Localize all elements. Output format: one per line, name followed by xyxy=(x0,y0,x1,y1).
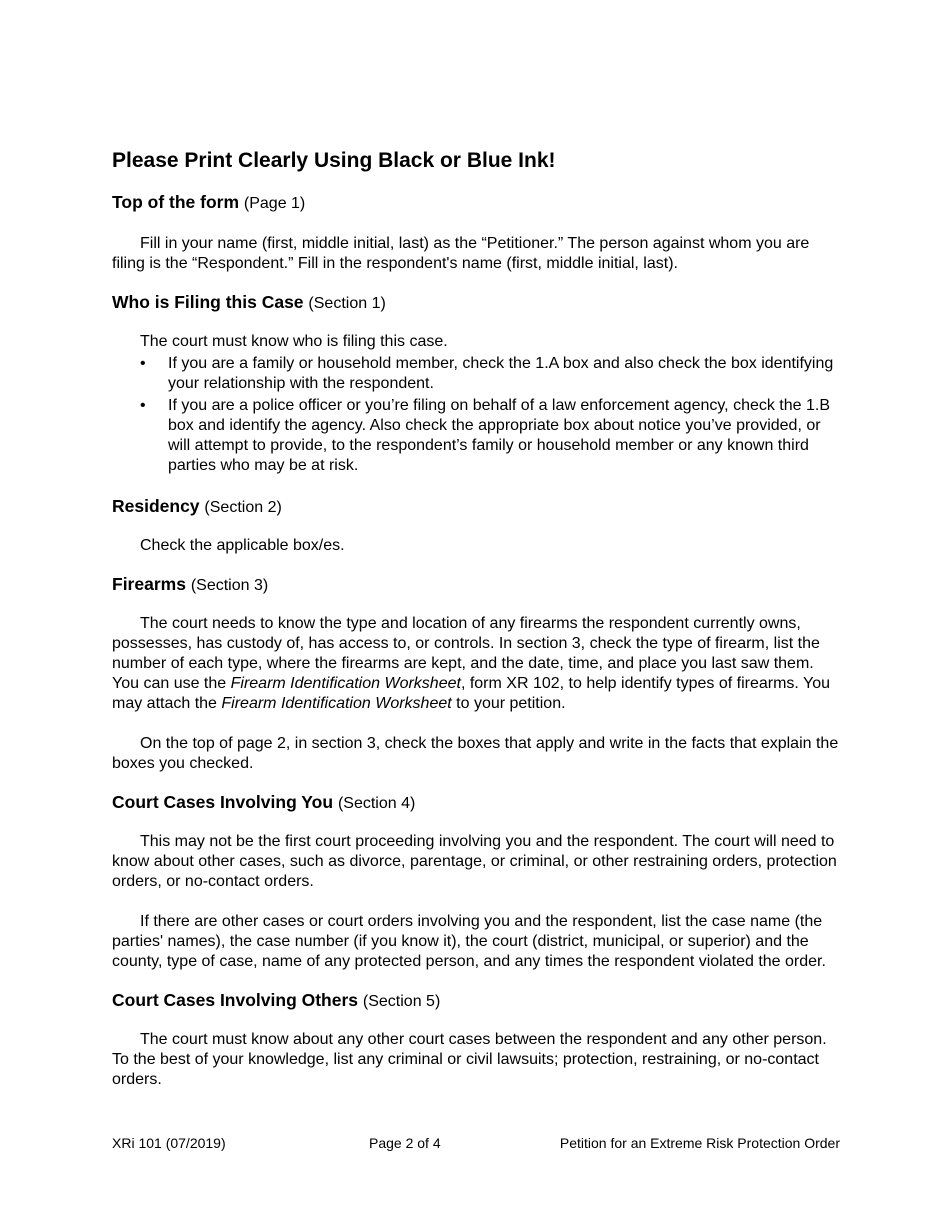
paragraph-top-of-form: Fill in your name (first, middle initial, last) as the “Petitioner.” The person against whom you are filing is the “Respondent.” Fill in the respondent's name (first, middle initial, last). xyxy=(112,235,810,272)
list-item-text: If you are a police officer or you’re filing on behalf of a law enforcement agency, check the 1.B box and identify the agency. Also check the appropriate box about notice you’ve provided, or will attempt to provide, to the respondent’s family or household member or any known third parties who may be at risk. xyxy=(168,397,831,474)
text-run-italic: Firearm Identification Worksheet xyxy=(230,675,461,692)
text-run: The court needs to know the type and location of any firearms the respondent currently owns, possesses, has custody of, has access to, or controls. In section 3, check the type of firearm, list the number of each type, where the firearms are kept, and the date, time, and place you last saw them. You can use the xyxy=(112,615,820,692)
list-item xyxy=(112,354,840,394)
heading-subtext: (Section 5) xyxy=(362,993,441,1010)
bullet-icon: • xyxy=(140,355,146,372)
text-run: , form XR 102, to help identify types of firearms. You may attach the xyxy=(112,675,831,712)
paragraph-court-cases-you-2: If there are other cases or court orders involving you and the respondent, list the case name (the parties' names), the case number (if you know it), the court (district, municipal, or superior) and the county, type of case, name of any protected person, and any times the respondent violated the order. xyxy=(112,913,826,970)
heading-subtext: (Page 1) xyxy=(243,195,306,212)
section-heading-firearms xyxy=(112,572,840,598)
footer-page-number: Page 2 of 4 xyxy=(369,1135,441,1151)
paragraph-firearms-1 xyxy=(112,614,840,714)
paragraph-who-intro: The court must know who is filing this case. xyxy=(140,333,448,350)
heading-subtext: (Section 2) xyxy=(204,499,282,516)
section-heading-court-cases-others xyxy=(112,988,840,1014)
heading-text: Firearms xyxy=(112,574,186,594)
heading-text: Top of the form xyxy=(112,192,240,212)
bullet-icon: • xyxy=(140,397,146,414)
section-heading-top-of-form xyxy=(112,190,840,216)
heading-subtext: (Section 4) xyxy=(337,795,416,812)
heading-subtext: (Section 3) xyxy=(190,577,269,594)
section-heading-residency xyxy=(112,494,840,520)
footer-form-title: Petition for an Extreme Risk Protection Order xyxy=(559,1135,840,1151)
heading-text: Court Cases Involving Others xyxy=(112,990,359,1010)
list-item-text: If you are a family or household member, check the 1.A box and also check the box identifying your relationship with the respondent. xyxy=(168,355,834,392)
section-heading-who-is-filing xyxy=(112,290,840,316)
list-item xyxy=(112,396,840,476)
text-run: to your petition. xyxy=(451,695,566,712)
heading-text: Court Cases Involving You xyxy=(112,792,334,812)
paragraph-court-cases-you-1: This may not be the first court proceeding involving you and the respondent. The court will need to know about other cases, such as divorce, parentage, or criminal, or other restraining orders, protection orders, or no-contact orders. xyxy=(112,833,837,890)
footer-form-id: XRi 101 (07/2019) xyxy=(112,1135,226,1151)
paragraph-residency: Check the applicable box/es. xyxy=(140,537,345,554)
paragraph-firearms-2: On the top of page 2, in section 3, check the boxes that apply and write in the facts that explain the boxes you checked. xyxy=(112,735,839,772)
section-heading-court-cases-you xyxy=(112,790,840,816)
paragraph-court-cases-others: The court must know about any other court cases between the respondent and any other person. To the best of your knowledge, list any criminal or civil lawsuits; protection, restraining, or no-contact orders. xyxy=(112,1031,827,1088)
document-body xyxy=(112,146,840,1090)
page-title: Please Print Clearly Using Black or Blue Ink! xyxy=(112,149,556,172)
heading-subtext: (Section 1) xyxy=(308,295,386,312)
bullet-list-who-is-filing xyxy=(112,354,840,476)
heading-text: Who is Filing this Case xyxy=(112,292,304,312)
text-run-italic: Firearm Identification Worksheet xyxy=(221,695,452,712)
heading-text: Residency xyxy=(112,496,200,516)
